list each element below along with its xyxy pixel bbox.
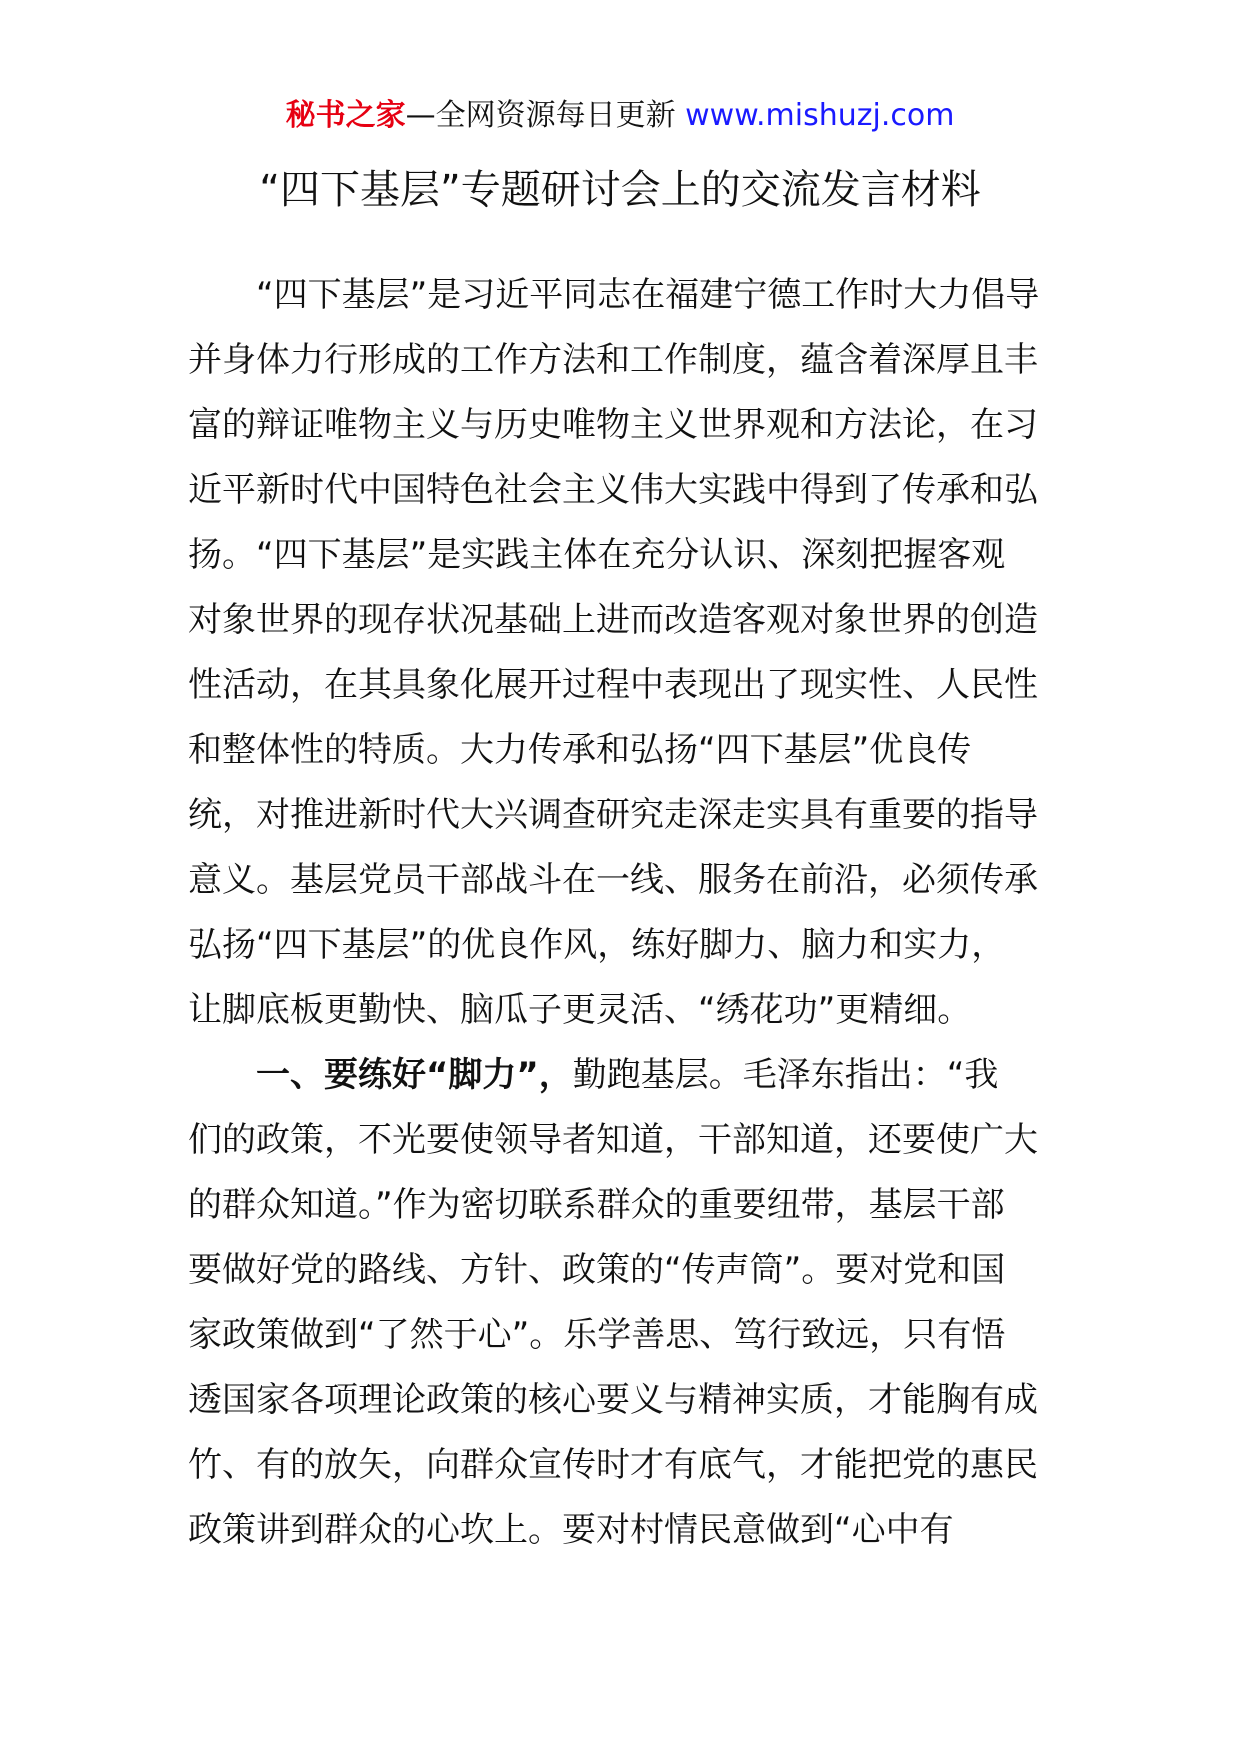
text-line: 性活动，在其具象化展开过程中表现出了现实性、人民性: [188, 665, 1038, 705]
document-title: “四下基层”专题研讨会上的交流发言材料: [259, 167, 981, 213]
text-line: 政策讲到群众的心坎上。要对村情民意做到“心中有: [188, 1510, 954, 1550]
text-line: 竹、有的放矢，向群众宣传时才有底气，才能把党的惠民: [188, 1445, 1038, 1485]
section-heading: 一、要练好“脚力”，: [256, 1055, 573, 1095]
text-line: 的群众知道。”作为密切联系群众的重要纽带，基层干部: [188, 1185, 1005, 1225]
text-line: 近平新时代中国特色社会主义伟大实践中得到了传承和弘: [188, 470, 1038, 510]
text-line: 扬。“四下基层”是实践主体在充分认识、深刻把握客观: [188, 535, 1006, 575]
text-line: 统，对推进新时代大兴调查研究走深走实具有重要的指导: [188, 795, 1038, 835]
text-line: 对象世界的现存状况基础上进而改造客观对象世界的创造: [188, 600, 1038, 640]
text-line: 意义。基层党员干部战斗在一线、服务在前沿，必须传承: [188, 860, 1038, 900]
text-line: 弘扬“四下基层”的优良作风，练好脚力、脑力和实力，: [188, 925, 1006, 965]
section-lead-text: 勤跑基层。毛泽东指出：“我: [572, 1055, 999, 1095]
text-line: 并身体力行形成的工作方法和工作制度，蕴含着深厚且丰: [188, 340, 1038, 380]
text-line: [188, 1043, 1058, 1108]
site-url-link[interactable]: www.mishuzj.com: [685, 98, 955, 133]
text-line: 和整体性的特质。大力传承和弘扬“四下基层”优良传: [188, 730, 972, 770]
text-line: 让脚底板更勤快、脑瓜子更灵活、“绣花功”更精细。: [188, 990, 972, 1030]
text-line: “四下基层”是习近平同志在福建宁德工作时大力倡导: [256, 275, 1040, 315]
text-line: 富的辩证唯物主义与历史唯物主义世界观和方法论，在习: [188, 405, 1038, 445]
text-line: 要做好党的路线、方针、政策的“传声筒”。要对党和国: [188, 1250, 1006, 1290]
text-line: 们的政策，不光要使领导者知道，干部知道，还要使广大: [188, 1120, 1038, 1160]
document-body: [188, 263, 1058, 1563]
header-tagline: —全网资源每日更新: [405, 98, 676, 133]
brand-name: 秘书之家: [285, 98, 406, 133]
text-line: 透国家各项理论政策的核心要义与精神实质，才能胸有成: [188, 1380, 1038, 1420]
text-line: 家政策做到“了然于心”。乐学善思、笃行致远，只有悟: [188, 1315, 1006, 1355]
paragraph-intro: [188, 263, 1058, 1043]
site-header: [0, 96, 1240, 136]
paragraph-section-one: [188, 1043, 1058, 1563]
